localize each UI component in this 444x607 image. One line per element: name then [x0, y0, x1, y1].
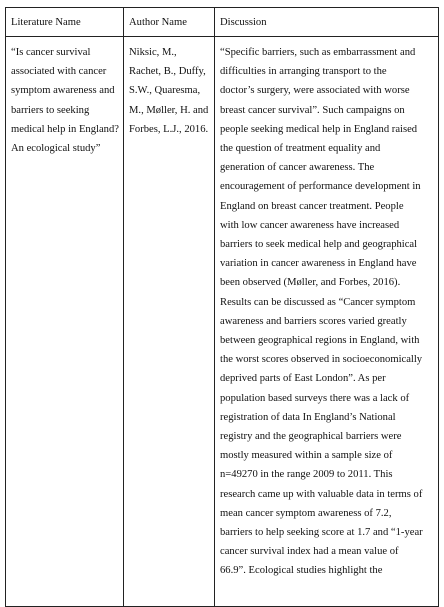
- literature-title: “Is cancer survival associated with cancer symptom awareness and barriers to seeking medical help in England? An ecological study”: [11, 47, 119, 155]
- table-header-row: [6, 8, 439, 37]
- literature-cell: [6, 37, 124, 607]
- literature-table: [5, 7, 439, 607]
- header-literature-name: Literature Name: [6, 8, 124, 37]
- author-cell: [124, 37, 215, 607]
- header-author-name: Author Name: [124, 8, 215, 37]
- discussion-cell: [215, 37, 439, 607]
- discussion-text: “Specific barriers, such as embarrassment and difficulties in arranging transport to the doctor’s surgery, were associated with worse breast cancer survival”. Such campaigns on people seeking medical help in England raised the question of treatment equality and generation of cancer awareness. The encouragement of performance development in England on breast cancer treatment. People with low cancer awareness have increased barriers to seek medical help and geographical variation in cancer awareness in England have been observed (Møller, and Forbes, 2016). Results can be discussed as “Cancer symptom awareness and barriers scores varied greatly between geographical regions in England, with the worst scores observed in socioeconomically deprived parts of East London”. As per population based surveys there was a lack of registration of data In England’s National registry and the geographical barriers were mostly measured within a sample size of n=49270 in the range 2009 to 2011. This research came up with valuable data in terms of mean cancer symptom awareness of 7.2, barriers to help seeking score at 1.7 and “1-year cancer survival index had a mean value of 66.9”. Ecological studies highlight the: [220, 47, 423, 577]
- header-discussion: Discussion: [215, 8, 439, 37]
- table-row: [6, 37, 439, 607]
- author-names: Niksic, M., Rachet, B., Duffy, S.W., Quaresma, M., Møller, H. and Forbes, L.J., 2016.: [129, 47, 209, 135]
